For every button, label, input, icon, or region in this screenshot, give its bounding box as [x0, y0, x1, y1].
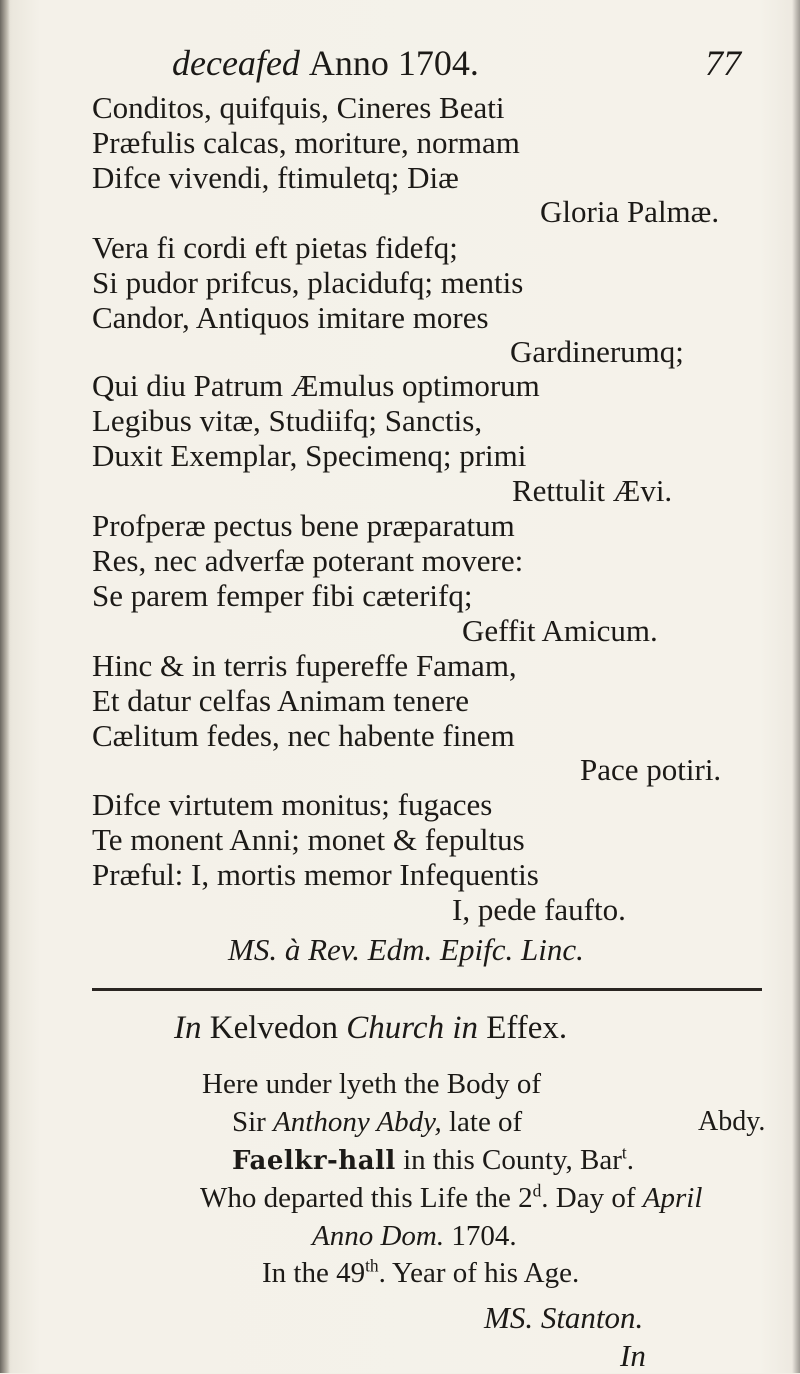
superscript: th: [365, 1255, 379, 1276]
catchword: In: [620, 1338, 646, 1373]
inscription-source: MS. Stanton.: [484, 1300, 644, 1335]
epitaph-line: Qui diu Patrum Æmulus optimorum: [92, 368, 540, 403]
epitaph-line: Si pudor prifcus, placidufq; mentis: [92, 265, 524, 300]
inscription-month: April: [642, 1182, 703, 1214]
epitaph-line: Cælitum fedes, nec habente finem: [92, 718, 515, 753]
epitaph-line: Difce vivendi, ftimuletq; Diæ: [92, 160, 459, 195]
epitaph-line: Præfulis calcas, moriture, normam: [92, 125, 520, 160]
epitaph-line-indented: Geffit Amicum.: [462, 613, 658, 648]
inscription-line: Here under lyeth the Body of: [202, 1068, 542, 1100]
epitaph-line: Se parem femper fibi cæterifq;: [92, 578, 473, 613]
inscription-text: Who departed this Life the 2: [200, 1182, 533, 1214]
epitaph-line: Te monent Anni; monet & fepultus: [92, 822, 525, 857]
epitaph-line: Duxit Exemplar, Specimenq; primi: [92, 438, 527, 473]
epitaph-line-indented: Gardinerumq;: [510, 334, 684, 369]
epitaph-line: Difce virtutem monitus; fugaces: [92, 787, 493, 822]
inscription-line: [200, 1180, 702, 1216]
heading-place: Kelvedon: [209, 1010, 339, 1046]
running-head-roman: Anno 1704.: [308, 43, 479, 83]
running-head-italic: deceafed: [172, 43, 300, 83]
section-heading: [174, 1010, 567, 1046]
epitaph-source: MS. à Rev. Edm. Epifc. Linc.: [228, 932, 584, 967]
margin-note: Abdy.: [698, 1106, 766, 1137]
page-edge-shadow: [792, 0, 800, 1373]
inscription-title: Sir: [232, 1106, 266, 1138]
epitaph-line: Et datur celfas Animam tenere: [92, 683, 470, 718]
superscript: d: [532, 1180, 542, 1201]
epitaph-line: Legibus vitæ, Studiifq; Sanctis,: [92, 403, 483, 438]
inscription-text: .: [626, 1144, 635, 1176]
inscription-text: . Day of: [541, 1182, 636, 1214]
page-number: 77: [705, 43, 741, 83]
inscription-name: Anthony Abdy,: [273, 1106, 442, 1138]
epitaph-line-indented: I, pede faufto.: [452, 892, 626, 927]
epitaph-line: Conditos, quifquis, Cineres Beati: [92, 90, 505, 125]
inscription-line: [232, 1142, 634, 1179]
epitaph-line-indented: Gloria Palmæ.: [540, 194, 720, 229]
heading-county: Effex.: [486, 1010, 568, 1046]
page-binding-shadow: [0, 0, 10, 1373]
heading-in: In: [174, 1010, 202, 1046]
epitaph-line: Res, nec adverfæ poterant movere:: [92, 543, 524, 578]
inscription-text: in this County, Bar: [403, 1144, 622, 1176]
epitaph-line-indented: Pace potiri.: [580, 752, 722, 787]
inscription-year: 1704.: [451, 1220, 517, 1252]
running-head: [172, 42, 479, 84]
heading-church: Church in: [346, 1010, 478, 1046]
inscription-line: [262, 1255, 579, 1291]
inscription-anno: Anno Dom.: [312, 1220, 445, 1252]
epitaph-line-indented: Rettulit Ævi.: [512, 473, 673, 508]
inscription-blackletter: Faelkr-hall: [232, 1146, 396, 1176]
inscription-text: late of: [448, 1106, 523, 1138]
inscription-text: In the 49: [262, 1257, 366, 1289]
epitaph-line: Vera fi cordi eft pietas fidefq;: [92, 230, 458, 265]
inscription-line: [232, 1104, 522, 1140]
epitaph-line: Candor, Antiquos imitare mores: [92, 300, 489, 335]
epitaph-line: Profperæ pectus bene præparatum: [92, 508, 515, 543]
superscript: t: [621, 1142, 627, 1163]
epitaph-line: Hinc & in terris fupereffe Famam,: [92, 648, 517, 683]
section-divider-rule: [92, 988, 762, 991]
inscription-text: . Year of his Age.: [378, 1257, 580, 1289]
epitaph-line: Præful: I, mortis memor Infequentis: [92, 857, 539, 892]
inscription-line: [312, 1218, 517, 1254]
